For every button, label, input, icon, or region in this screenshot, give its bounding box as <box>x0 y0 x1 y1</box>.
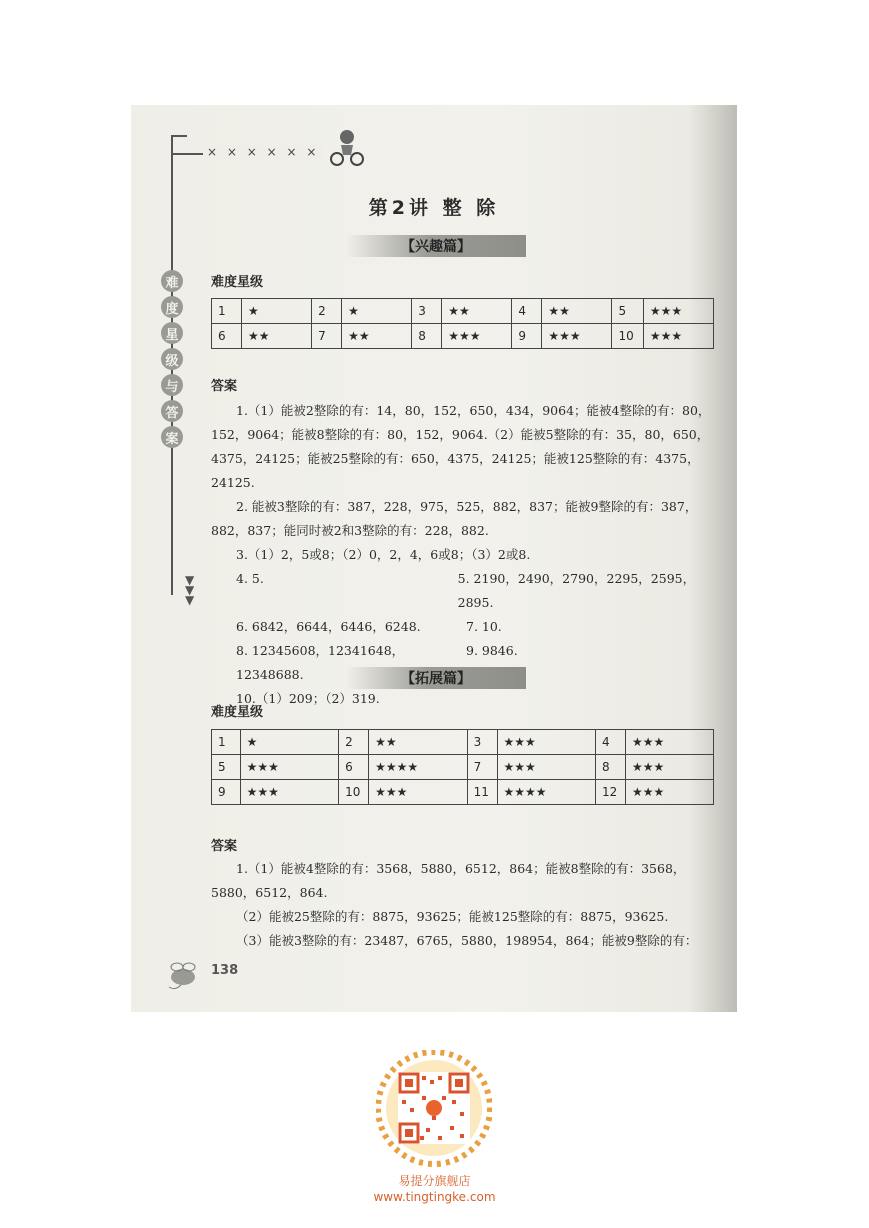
answer-item: 3.（1）2，5或8；（2）0，2，4，6或8；（3）2或8. <box>236 547 531 562</box>
star-rating: ★★ <box>542 299 612 324</box>
problem-number: 2 <box>339 730 369 755</box>
problem-number: 1 <box>212 299 242 324</box>
answers-block-2 <box>211 857 721 953</box>
star-rating: ★★ <box>342 324 412 349</box>
header-decoration: × × × × × × <box>203 145 323 159</box>
star-rating: ★★★★ <box>369 755 468 780</box>
problem-number: 3 <box>467 730 497 755</box>
answer-item: （2）能被25整除的有：8875，93625；能被125整除的有：8875，93625. <box>236 909 669 924</box>
answer-item: 9. 9846. <box>466 643 518 658</box>
problem-number: 7 <box>312 324 342 349</box>
table-row <box>212 755 714 780</box>
problem-number: 5 <box>212 755 241 780</box>
table-row <box>212 730 714 755</box>
down-arrows-icon: ▼ ▼ ▼ <box>185 573 195 607</box>
answer-label: 答案 <box>211 839 238 854</box>
answer-item: 1.（1）能被2整除的有：14，80，152，650，434，9064；能被4整除的有：80，152，9064；能被8整除的有：80，152，9064.（2）能被5整除的有：35，80，650，4375，24125；能被25整除的有：650，4375，24125；能被125整除的有：4375，24125. <box>211 403 711 490</box>
problem-number: 7 <box>467 755 497 780</box>
section-band-interest <box>346 235 526 257</box>
section-heading: 【拓展篇】 <box>401 671 471 687</box>
side-tab-char: 难 <box>161 270 183 292</box>
problem-number: 8 <box>412 324 442 349</box>
table-row <box>212 324 714 349</box>
page-title: 第2讲 整 除 <box>368 197 500 219</box>
star-rating: ★★★ <box>643 299 713 324</box>
side-tab-char: 案 <box>161 426 183 448</box>
star-rating: ★★★ <box>240 755 339 780</box>
side-tab-char: 度 <box>161 296 183 318</box>
star-rating: ★★★ <box>542 324 612 349</box>
problem-number: 10 <box>612 324 643 349</box>
side-tab-char: 级 <box>161 348 183 370</box>
page-number: 138 <box>211 963 239 978</box>
problem-number: 5 <box>612 299 643 324</box>
star-rating: ★★★ <box>240 780 339 805</box>
answer-item: 8. 12345608，12341648，12348688. <box>236 643 405 682</box>
qr-code[interactable] <box>376 1050 492 1168</box>
answer-item: 5. 2190，2490，2790，2295，2595，2895. <box>457 571 696 610</box>
star-rating: ★★★ <box>626 755 714 780</box>
side-tab-char: 答 <box>161 400 183 422</box>
section-band-extension <box>346 667 526 689</box>
answer-item: 1.（1）能被4整除的有：3568，5880，6512，864；能被8整除的有：3568，5880，6512，864. <box>211 861 686 900</box>
answer-item: （3）能被3整除的有：23487，6765，5880，198954，864；能被9整除的有： <box>236 933 698 948</box>
answer-item: 6. 6842，6644，6446，6248. <box>236 619 421 634</box>
problem-number: 11 <box>467 780 497 805</box>
problem-number: 12 <box>596 780 626 805</box>
problem-number: 4 <box>512 299 542 324</box>
difficulty-table-1 <box>211 298 714 349</box>
answers-block-1 <box>211 399 721 711</box>
table-row <box>212 780 714 805</box>
answer-label: 答案 <box>211 379 238 394</box>
problem-number: 9 <box>212 780 241 805</box>
problem-number: 6 <box>339 755 369 780</box>
problem-number: 1 <box>212 730 241 755</box>
star-rating: ★★★ <box>626 730 714 755</box>
shop-name: 易提分旗舰店 <box>398 1174 471 1188</box>
star-rating: ★ <box>342 299 412 324</box>
star-rating: ★★ <box>369 730 468 755</box>
answer-item: 10.（1）209；（2）319. <box>236 691 380 706</box>
problem-number: 4 <box>596 730 626 755</box>
answer-item: 4. 5. <box>236 571 264 586</box>
problem-number: 10 <box>339 780 369 805</box>
difficulty-label: 难度星级 <box>211 705 264 720</box>
star-rating: ★★★ <box>497 730 596 755</box>
problem-number: 2 <box>312 299 342 324</box>
table-row <box>212 299 714 324</box>
star-rating: ★★ <box>442 299 512 324</box>
cyclist-icon <box>327 127 367 167</box>
answer-item: 7. 10. <box>466 619 502 634</box>
answer-item: 2. 能被3整除的有：387，228，975，525，882，837；能被9整除的有：387，882，837；能同时被2和3整除的有：228，882. <box>211 499 698 538</box>
star-rating: ★★★ <box>442 324 512 349</box>
star-rating: ★★ <box>242 324 312 349</box>
scanned-page <box>131 105 737 1012</box>
shop-url[interactable]: www.tingtingke.com <box>373 1190 496 1204</box>
side-tab <box>161 270 187 460</box>
star-rating: ★★★ <box>643 324 713 349</box>
problem-number: 9 <box>512 324 542 349</box>
star-rating: ★★★ <box>369 780 468 805</box>
star-rating: ★★★ <box>626 780 714 805</box>
problem-number: 6 <box>212 324 242 349</box>
star-rating: ★★★ <box>497 755 596 780</box>
problem-number: 8 <box>596 755 626 780</box>
difficulty-table-2 <box>211 729 714 805</box>
section-heading: 【兴趣篇】 <box>401 239 471 255</box>
side-tab-char: 与 <box>161 374 183 396</box>
side-tab-char: 星 <box>161 322 183 344</box>
problem-number: 3 <box>412 299 442 324</box>
star-rating: ★ <box>242 299 312 324</box>
difficulty-label: 难度星级 <box>211 275 264 290</box>
star-rating: ★ <box>240 730 339 755</box>
star-rating: ★★★★ <box>497 780 596 805</box>
header-corner <box>171 135 187 155</box>
